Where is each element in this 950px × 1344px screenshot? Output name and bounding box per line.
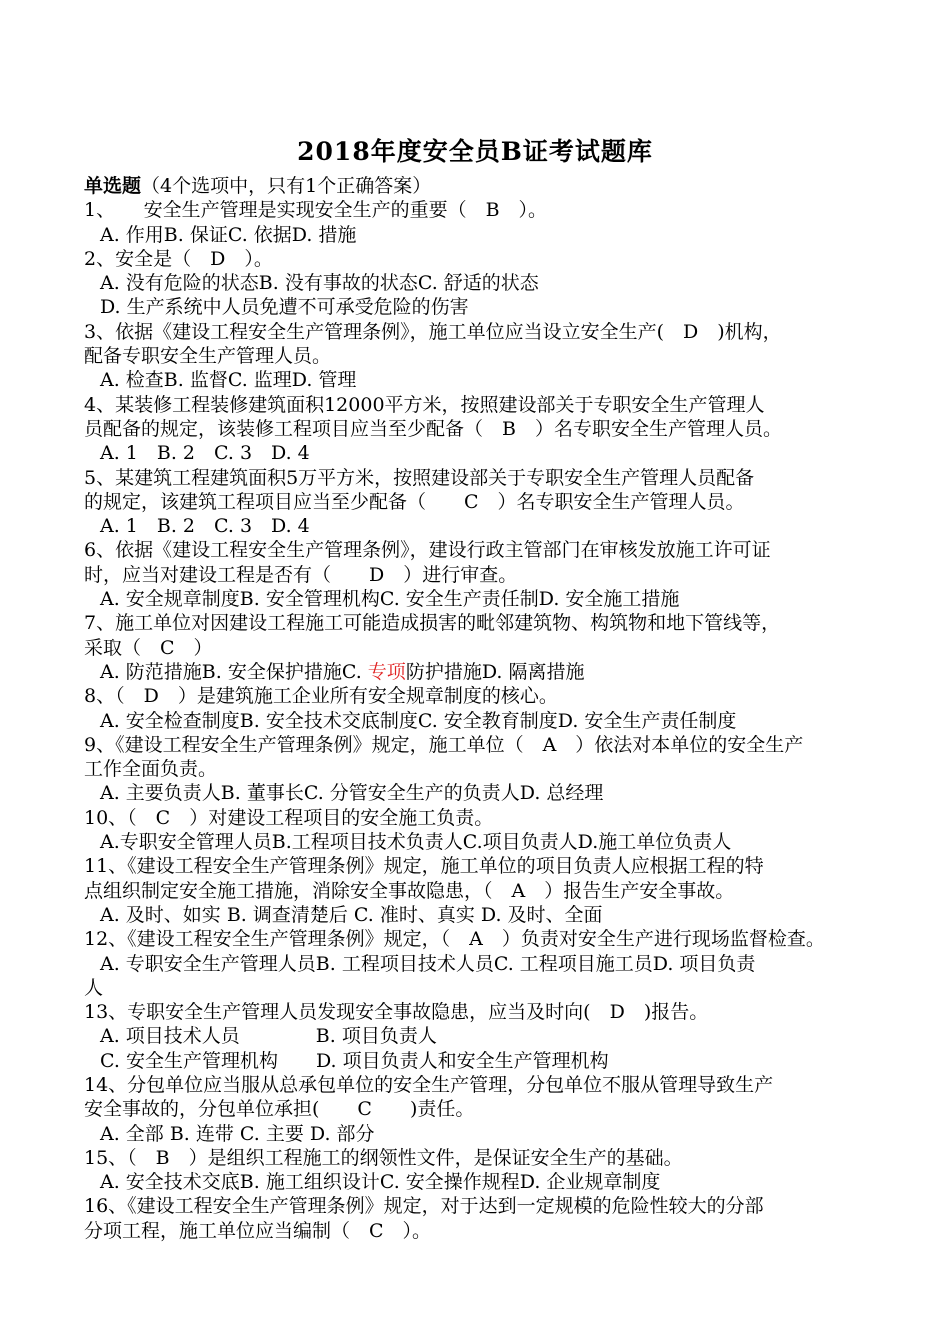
line-text: A.专职安全管理人员B.工程项目技术负责人C.项目负责人D.施工单位负责人 [100, 831, 732, 854]
question-text [84, 1219, 884, 1243]
line-text-after: 防护措施D. 隔离措施 [405, 660, 585, 683]
line-text: A. 安全检查制度B. 安全技术交底制度C. 安全教育制度D. 安全生产责任制度 [100, 709, 737, 732]
answer-options [84, 709, 884, 733]
line-text: 3、依据《建设工程安全生产管理条例》，施工单位应当设立安全生产( D )机构， [84, 320, 782, 343]
line-text: 6、依据《建设工程安全生产管理条例》，建设行政主管部门在审核发放施工许可证 [84, 539, 771, 562]
line-text: 采取（ C ） [84, 636, 213, 659]
line-text: 5、某建筑工程建筑面积5万平方米，按照建设部关于专职安全生产管理人员配备 [84, 466, 755, 489]
answer-options [84, 587, 884, 611]
question-text [84, 1000, 884, 1024]
line-text: 配备专职安全生产管理人员。 [84, 345, 332, 368]
question-text [84, 563, 884, 587]
line-text: 分项工程，施工单位应当编制（ C ）。 [84, 1219, 432, 1242]
question-text [84, 320, 884, 344]
line-text: A. 没有危险的状态B. 没有事故的状态C. 舒适的状态 [100, 272, 539, 295]
answer-options [84, 223, 884, 247]
line-text: 人 [84, 976, 104, 999]
question-text [84, 1097, 884, 1121]
line-text: 15、（ B ）是组织工程施工的纲领性文件，是保证安全生产的基础。 [84, 1146, 683, 1169]
answer-options [84, 1170, 884, 1194]
line-text: 1、 安全生产管理是实现安全生产的重要（ B ）。 [84, 199, 548, 222]
question-text [84, 757, 884, 781]
question-text [84, 854, 884, 878]
line-text: 13、专职安全生产管理人员发现安全事故隐患，应当及时向( D )报告。 [84, 1001, 709, 1024]
question-text [84, 490, 884, 514]
question-text [84, 927, 884, 951]
question-list [84, 174, 884, 1243]
line-text: 工作全面负责。 [84, 758, 218, 781]
line-text: 14、分包单位应当服从总承包单位的安全生产管理，分包单位不服从管理导致生产 [84, 1073, 774, 1096]
question-text [84, 417, 884, 441]
answer-options [84, 1049, 884, 1073]
answer-options [84, 660, 884, 684]
line-text: 安全事故的，分包单位承担( C )责任。 [84, 1098, 475, 1121]
question-text [84, 1194, 884, 1218]
answer-options [84, 830, 884, 854]
line-text: C. 安全生产管理机构 D. 项目负责人和安全生产管理机构 [100, 1049, 609, 1072]
question-text [84, 636, 884, 660]
line-text: 时，应当对建设工程是否有（ D ）进行审查。 [84, 563, 518, 586]
line-text: 12、《建设工程安全生产管理条例》规定，（ A ）负责对安全生产进行现场监督检查。 [84, 928, 825, 951]
line-text: 16、《建设工程安全生产管理条例》规定，对于达到一定规模的危险性较大的分部 [84, 1195, 764, 1218]
answer-options [84, 903, 884, 927]
answer-options [84, 1122, 884, 1146]
line-text: A. 安全规章制度B. 安全管理机构C. 安全生产责任制D. 安全施工措施 [100, 588, 680, 611]
line-text: 9、《建设工程安全生产管理条例》规定，施工单位（ A ）依法对本单位的安全生产 [84, 733, 804, 756]
line-text: 2、安全是（ D ）。 [84, 247, 273, 270]
question-text [84, 879, 884, 903]
line-text: A. 专职安全生产管理人员B. 工程项目技术人员C. 工程项目施工员D. 项目负责 [100, 952, 756, 975]
answer-options [84, 271, 884, 295]
line-text: A. 1 B. 2 C. 3 D. 4 [100, 515, 310, 538]
question-text [84, 538, 884, 562]
line-text: 8、（ D ）是建筑施工企业所有安全规章制度的核心。 [84, 685, 558, 708]
question-text [84, 1073, 884, 1097]
section-note: （4个选项中，只有1个正确答案） [141, 175, 432, 197]
question-text [84, 393, 884, 417]
line-text: A. 检查B. 监督C. 监理D. 管理 [100, 369, 357, 392]
question-text [84, 1146, 884, 1170]
line-text: A. 防范措施B. 安全保护措施C. [100, 660, 368, 683]
question-text [84, 611, 884, 635]
line-text: A. 主要负责人B. 董事长C. 分管安全生产的负责人D. 总经理 [100, 782, 604, 805]
line-text: D. 生产系统中人员免遭不可承受危险的伤害 [100, 296, 469, 319]
answer-options [84, 368, 884, 392]
question-text [84, 247, 884, 271]
answer-options [84, 514, 884, 538]
question-text [84, 466, 884, 490]
highlighted-text: 专项 [367, 660, 406, 683]
line-text: A. 安全技术交底B. 施工组织设计C. 安全操作规程D. 企业规章制度 [100, 1171, 661, 1194]
question-text [84, 733, 884, 757]
answer-options [84, 952, 884, 976]
line-text: 的规定，该建筑工程项目应当至少配备（ C ）名专职安全生产管理人员。 [84, 490, 745, 513]
line-text: 11、《建设工程安全生产管理条例》规定，施工单位的项目负责人应根据工程的特 [84, 855, 764, 878]
answer-options [84, 781, 884, 805]
line-text: 10、（ C ）对建设工程项目的安全施工负责。 [84, 806, 494, 829]
line-text: A. 项目技术人员 B. 项目负责人 [100, 1025, 437, 1048]
answer-options [84, 295, 884, 319]
line-text: 7、施工单位对因建设工程施工可能造成损害的毗邻建筑物、构筑物和地下管线等， [84, 612, 781, 635]
question-text [84, 976, 884, 1000]
answer-options [84, 441, 884, 465]
question-text [84, 344, 884, 368]
line-text: 4、某装修工程装修建筑面积12000平方米，按照建设部关于专职安全生产管理人 [84, 393, 765, 416]
question-text [84, 198, 884, 222]
section-label: 单选题 [84, 175, 142, 197]
question-text [84, 806, 884, 830]
answer-options [84, 1024, 884, 1048]
question-text [84, 684, 884, 708]
line-text: 员配备的规定，该装修工程项目应当至少配备（ B ）名专职安全生产管理人员。 [84, 417, 782, 440]
line-text: A. 作用B. 保证C. 依据D. 措施 [100, 223, 357, 246]
section-heading [84, 174, 884, 198]
line-text: A. 全部 B. 连带 C. 主要 D. 部分 [100, 1122, 375, 1145]
document-title: 2018年度安全员B证考试题库 [297, 137, 653, 166]
line-text: 点组织制定安全施工措施，消除安全事故隐患，（ A ）报告生产安全事故。 [84, 879, 735, 902]
line-text: A. 及时、如实 B. 调查清楚后 C. 准时、真实 D. 及时、全面 [100, 903, 603, 926]
line-text: A. 1 B. 2 C. 3 D. 4 [100, 442, 310, 465]
